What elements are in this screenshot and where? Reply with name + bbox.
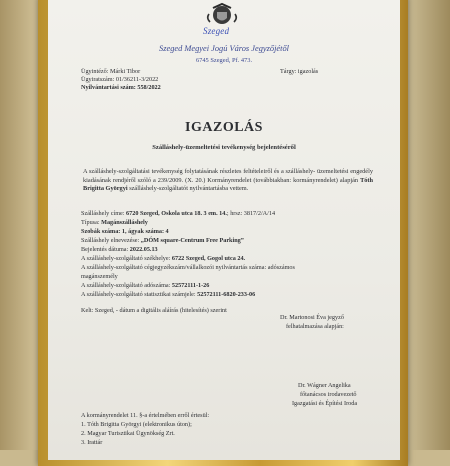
document-subtitle: Szálláshely-üzemeltetési tevékenység bejelentéséről bbox=[152, 144, 296, 151]
registration-date: Bejelentés dátuma: 2022.05.13 bbox=[81, 246, 158, 253]
intro-line: (továbbiakban: kormányrendelet) alapján bbox=[253, 176, 359, 184]
administrator: Ügyintéző: Márki Tibor bbox=[81, 68, 141, 75]
signer1-line: felhatalmazása alapján: bbox=[286, 323, 344, 330]
intro-person: Tóth Brigitta Györgyi bbox=[83, 176, 374, 193]
intro-line: nyilvántartásba vettem. bbox=[189, 185, 249, 193]
document-title: IGAZOLÁS bbox=[185, 120, 263, 135]
coat-of-arms-icon bbox=[204, 2, 240, 26]
notice-title: A kormányrendelet 11. §-a értelmében erről értesül: bbox=[81, 412, 210, 419]
tax-number: A szálláshely-szolgáltató adószáma: 52572111-1-26 bbox=[81, 282, 210, 289]
accommodation-name: Szálláshely elnevezése: „DÓM square-Centrum Free Parking” bbox=[81, 237, 244, 244]
intro-line: üzemeltetési engedély kiadásának rendjéről szóló a 239/2009. (X. 20.) Kormányrendelet bbox=[83, 168, 373, 184]
registry-number: Nyilvántartási szám: 558/2022 bbox=[81, 84, 161, 91]
company-register-line: A szálláshely-szolgáltató cégjegyzékszám/vállalkozói nyilvántartás száma: adószámos bbox=[81, 264, 295, 271]
room-count: Szobák száma: 1, ágyak száma: 4 bbox=[81, 228, 169, 235]
notice-item: 1. Tóth Brigitta Györgyi (elektronikus úton); bbox=[81, 421, 192, 428]
city-logo-text: Szeged bbox=[203, 26, 230, 36]
signer2-title: főtanácsos irodavezető bbox=[300, 391, 357, 398]
signer2-name: Dr. Wágner Angelika bbox=[298, 382, 351, 389]
company-register-line: magánszemély bbox=[81, 273, 118, 280]
intro-line: szálláshely-szolgáltatót bbox=[129, 185, 188, 193]
subject: Tárgy: igazolás bbox=[280, 68, 319, 75]
statistical-number: A szálláshely-szolgáltató statisztikai számjele: 52572111-6820-233-06 bbox=[81, 291, 256, 298]
accommodation-address: Szálláshely címe: 6720 Szeged, Oskola utca 18. 3 em. 14.; hrsz: 3817/2/A/14 bbox=[81, 210, 276, 217]
organization-address: 6745 Szeged, Pf. 473. bbox=[195, 57, 253, 64]
intro-line: A szálláshely-szolgáltatási tevékenység folytatásának részletes feltételeiről és a szálláshely- bbox=[83, 168, 316, 175]
issue-place-date: Kelt: Szeged, - dátum a digitális aláírás (hitelesítés) szerint bbox=[81, 307, 227, 314]
document-page bbox=[48, 0, 400, 460]
notice-item: 3. Irattár bbox=[81, 439, 103, 446]
case-number: Ügyiratszám: 01/36211-3/2022 bbox=[81, 76, 159, 83]
issuing-organization: Szeged Megyei Jogú Város Jegyzőjétől bbox=[159, 44, 289, 53]
signer1-line: Dr. Martonosi Éva jegyző bbox=[280, 314, 344, 321]
signer2-office: Igazgatási és Építési Iroda bbox=[292, 400, 358, 407]
accommodation-type: Típusa: Magánszálláshely bbox=[81, 219, 148, 226]
intro-paragraph bbox=[83, 168, 373, 194]
provider-seat: A szálláshely-szolgáltató székhelye: 6722 Szeged, Gogol utca 24. bbox=[81, 255, 246, 262]
notice-item: 2. Magyar Turisztikai Ügynökség Zrt. bbox=[81, 430, 175, 437]
